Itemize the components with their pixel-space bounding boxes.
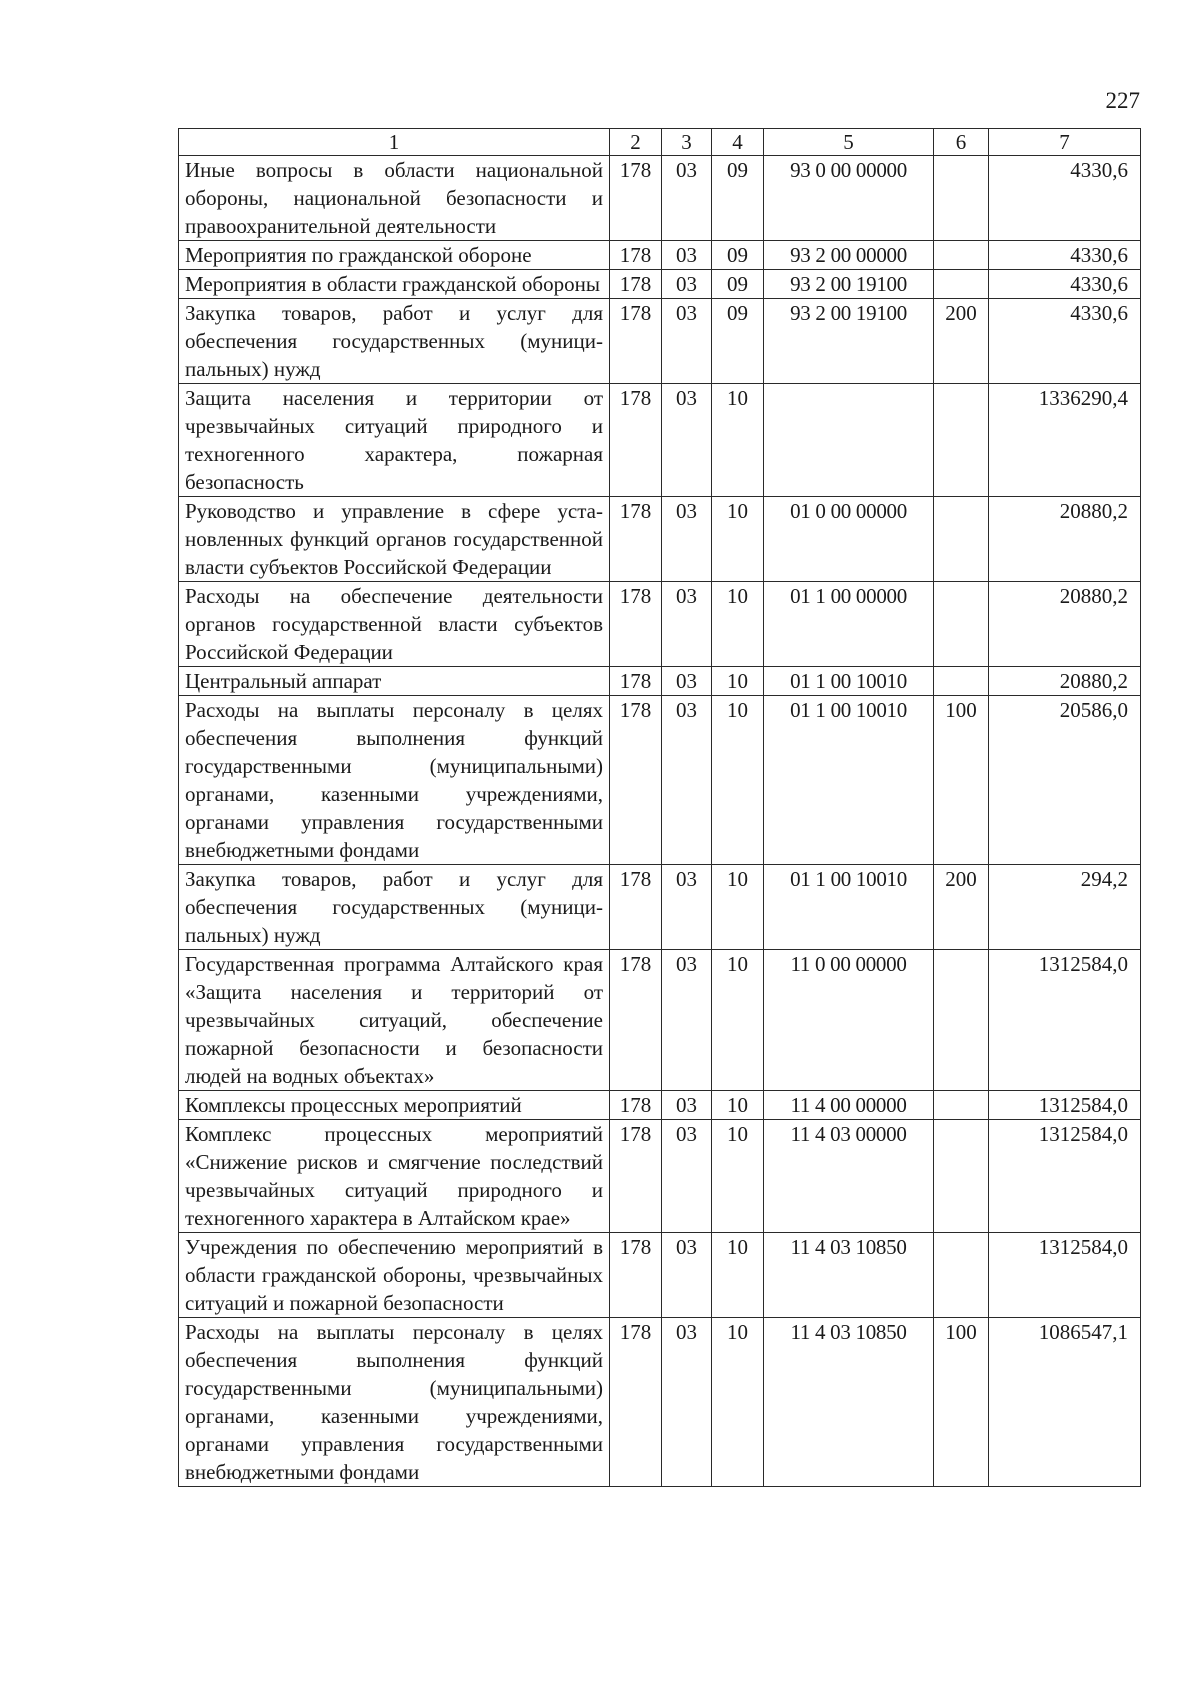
row-target-article-cell: 11 4 03 00000	[764, 1120, 934, 1233]
table-row	[179, 865, 1141, 950]
row-expense-type-cell	[934, 667, 989, 696]
row-name-cell: Защита населения и территории от чрезвычайных ситуаций природного и техногенного характера, пожарная безопасность	[179, 384, 610, 497]
row-target-article-cell: 01 1 00 10010	[764, 667, 934, 696]
row-amount-cell: 4330,6	[989, 156, 1141, 241]
table-body	[179, 156, 1141, 1487]
row-name-cell: Закупка товаров, работ и услуг для обеспечения государственных (муниципальных) нужд	[179, 299, 610, 384]
row-name-cell: Расходы на обеспечение деятельности органов государственной власти субъектов Российской Федерации	[179, 582, 610, 667]
row-expense-type-cell	[934, 270, 989, 299]
row-subsection-cell: 09	[712, 241, 764, 270]
row-expense-type-cell	[934, 950, 989, 1091]
table-row	[179, 299, 1141, 384]
row-admin-code-cell: 178	[610, 299, 662, 384]
row-admin-code-cell: 178	[610, 156, 662, 241]
row-amount-cell: 1312584,0	[989, 1233, 1141, 1318]
row-target-article-cell: 11 4 03 10850	[764, 1233, 934, 1318]
row-amount-cell: 20880,2	[989, 497, 1141, 582]
row-admin-code-cell: 178	[610, 582, 662, 667]
header-col-4: 4	[712, 129, 764, 156]
row-section-cell: 03	[662, 156, 712, 241]
row-amount-cell: 1312584,0	[989, 1091, 1141, 1120]
row-amount-cell: 1086547,1	[989, 1318, 1141, 1487]
row-name-cell: Учреждения по обеспечению мероприятий в области гражданской обороны, чрезвычайных ситуаций и пожарной безопасности	[179, 1233, 610, 1318]
row-admin-code-cell: 178	[610, 384, 662, 497]
row-admin-code-cell: 178	[610, 497, 662, 582]
row-subsection-cell: 09	[712, 299, 764, 384]
row-admin-code-cell: 178	[610, 865, 662, 950]
row-amount-cell: 1312584,0	[989, 950, 1141, 1091]
row-section-cell: 03	[662, 1120, 712, 1233]
row-subsection-cell: 10	[712, 1091, 764, 1120]
row-subsection-cell: 10	[712, 667, 764, 696]
row-expense-type-cell: 100	[934, 696, 989, 865]
table-row	[179, 1233, 1141, 1318]
row-amount-cell: 4330,6	[989, 241, 1141, 270]
row-name-cell: Расходы на выплаты персоналу в целях обеспечения выполнения функций государственными (муниципальными) органами, казенными учреждениями, органами управления государственными внебюджетными фондами	[179, 696, 610, 865]
table-row	[179, 497, 1141, 582]
row-admin-code-cell: 178	[610, 1318, 662, 1487]
row-expense-type-cell	[934, 497, 989, 582]
row-name-cell: Государственная программа Алтайского края «Защита населения и территорий от чрезвычайных ситуаций, обеспечение пожарной безопасности и безопасности людей на водных объектах»	[179, 950, 610, 1091]
header-col-1: 1	[179, 129, 610, 156]
table-row	[179, 1120, 1141, 1233]
row-subsection-cell: 10	[712, 582, 764, 667]
row-amount-cell: 4330,6	[989, 270, 1141, 299]
row-expense-type-cell	[934, 1120, 989, 1233]
row-expense-type-cell: 200	[934, 865, 989, 950]
page-number: 227	[1105, 88, 1140, 113]
header-row	[179, 129, 1141, 156]
row-target-article-cell: 01 1 00 00000	[764, 582, 934, 667]
row-name-cell: Мероприятия по гражданской обороне	[179, 241, 610, 270]
table-row	[179, 270, 1141, 299]
row-target-article-cell: 93 2 00 19100	[764, 299, 934, 384]
row-subsection-cell: 10	[712, 384, 764, 497]
row-admin-code-cell: 178	[610, 1233, 662, 1318]
row-name-cell: Закупка товаров, работ и услуг для обеспечения государственных (муниципальных) нужд	[179, 865, 610, 950]
row-subsection-cell: 10	[712, 1120, 764, 1233]
row-amount-cell: 294,2	[989, 865, 1141, 950]
row-section-cell: 03	[662, 667, 712, 696]
row-admin-code-cell: 178	[610, 950, 662, 1091]
table-row	[179, 582, 1141, 667]
row-name-cell: Иные вопросы в области национальной обороны, национальной безопасности и правоохранительной деятельности	[179, 156, 610, 241]
row-expense-type-cell	[934, 241, 989, 270]
row-expense-type-cell	[934, 1233, 989, 1318]
row-target-article-cell: 11 4 00 00000	[764, 1091, 934, 1120]
row-target-article-cell: 93 2 00 19100	[764, 270, 934, 299]
row-admin-code-cell: 178	[610, 696, 662, 865]
header-col-6: 6	[934, 129, 989, 156]
table-row	[179, 667, 1141, 696]
table-row	[179, 384, 1141, 497]
row-target-article-cell: 01 1 00 10010	[764, 696, 934, 865]
row-admin-code-cell: 178	[610, 667, 662, 696]
row-expense-type-cell	[934, 582, 989, 667]
row-target-article-cell: 93 2 00 00000	[764, 241, 934, 270]
row-expense-type-cell	[934, 384, 989, 497]
table-header	[179, 129, 1141, 156]
row-section-cell: 03	[662, 950, 712, 1091]
row-section-cell: 03	[662, 865, 712, 950]
row-name-cell: Руководство и управление в сфере установленных функций органов государственной власти субъектов Российской Федерации	[179, 497, 610, 582]
row-target-article-cell: 93 0 00 00000	[764, 156, 934, 241]
row-amount-cell: 20586,0	[989, 696, 1141, 865]
header-col-3: 3	[662, 129, 712, 156]
row-name-cell: Центральный аппарат	[179, 667, 610, 696]
header-col-7: 7	[989, 129, 1141, 156]
row-amount-cell: 1312584,0	[989, 1120, 1141, 1233]
row-subsection-cell: 10	[712, 696, 764, 865]
row-admin-code-cell: 178	[610, 1091, 662, 1120]
row-target-article-cell: 01 0 00 00000	[764, 497, 934, 582]
row-admin-code-cell: 178	[610, 241, 662, 270]
row-subsection-cell: 10	[712, 1233, 764, 1318]
row-section-cell: 03	[662, 696, 712, 865]
row-expense-type-cell	[934, 1091, 989, 1120]
row-target-article-cell: 01 1 00 10010	[764, 865, 934, 950]
row-expense-type-cell: 100	[934, 1318, 989, 1487]
row-section-cell: 03	[662, 270, 712, 299]
budget-table	[178, 128, 1141, 1487]
row-name-cell: Мероприятия в области гражданской обороны	[179, 270, 610, 299]
row-subsection-cell: 10	[712, 497, 764, 582]
row-section-cell: 03	[662, 384, 712, 497]
row-subsection-cell: 10	[712, 1318, 764, 1487]
row-section-cell: 03	[662, 299, 712, 384]
header-col-5: 5	[764, 129, 934, 156]
row-target-article-cell	[764, 384, 934, 497]
table-row	[179, 156, 1141, 241]
table-row	[179, 241, 1141, 270]
row-amount-cell: 20880,2	[989, 582, 1141, 667]
row-admin-code-cell: 178	[610, 270, 662, 299]
row-subsection-cell: 10	[712, 865, 764, 950]
table-row	[179, 696, 1141, 865]
row-amount-cell: 4330,6	[989, 299, 1141, 384]
row-expense-type-cell: 200	[934, 299, 989, 384]
row-subsection-cell: 10	[712, 950, 764, 1091]
row-section-cell: 03	[662, 582, 712, 667]
row-section-cell: 03	[662, 1091, 712, 1120]
row-section-cell: 03	[662, 1318, 712, 1487]
row-subsection-cell: 09	[712, 270, 764, 299]
header-col-2: 2	[610, 129, 662, 156]
row-admin-code-cell: 178	[610, 1120, 662, 1233]
table-row	[179, 1318, 1141, 1487]
row-target-article-cell: 11 0 00 00000	[764, 950, 934, 1091]
row-amount-cell: 1336290,4	[989, 384, 1141, 497]
row-expense-type-cell	[934, 156, 989, 241]
row-section-cell: 03	[662, 1233, 712, 1318]
table-row	[179, 950, 1141, 1091]
row-section-cell: 03	[662, 241, 712, 270]
row-name-cell: Комплексы процессных мероприятий	[179, 1091, 610, 1120]
row-subsection-cell: 09	[712, 156, 764, 241]
row-section-cell: 03	[662, 497, 712, 582]
row-amount-cell: 20880,2	[989, 667, 1141, 696]
row-name-cell: Расходы на выплаты персоналу в целях обеспечения выполнения функций государственными (муниципальными) органами, казенными учреждениями, органами управления государственными внебюджетными фондами	[179, 1318, 610, 1487]
table-row	[179, 1091, 1141, 1120]
row-name-cell: Комплекс процессных мероприятий «Снижение рисков и смягчение последствий чрезвычайных ситуаций природного и техногенного характера в Алтайском крае»	[179, 1120, 610, 1233]
row-target-article-cell: 11 4 03 10850	[764, 1318, 934, 1487]
